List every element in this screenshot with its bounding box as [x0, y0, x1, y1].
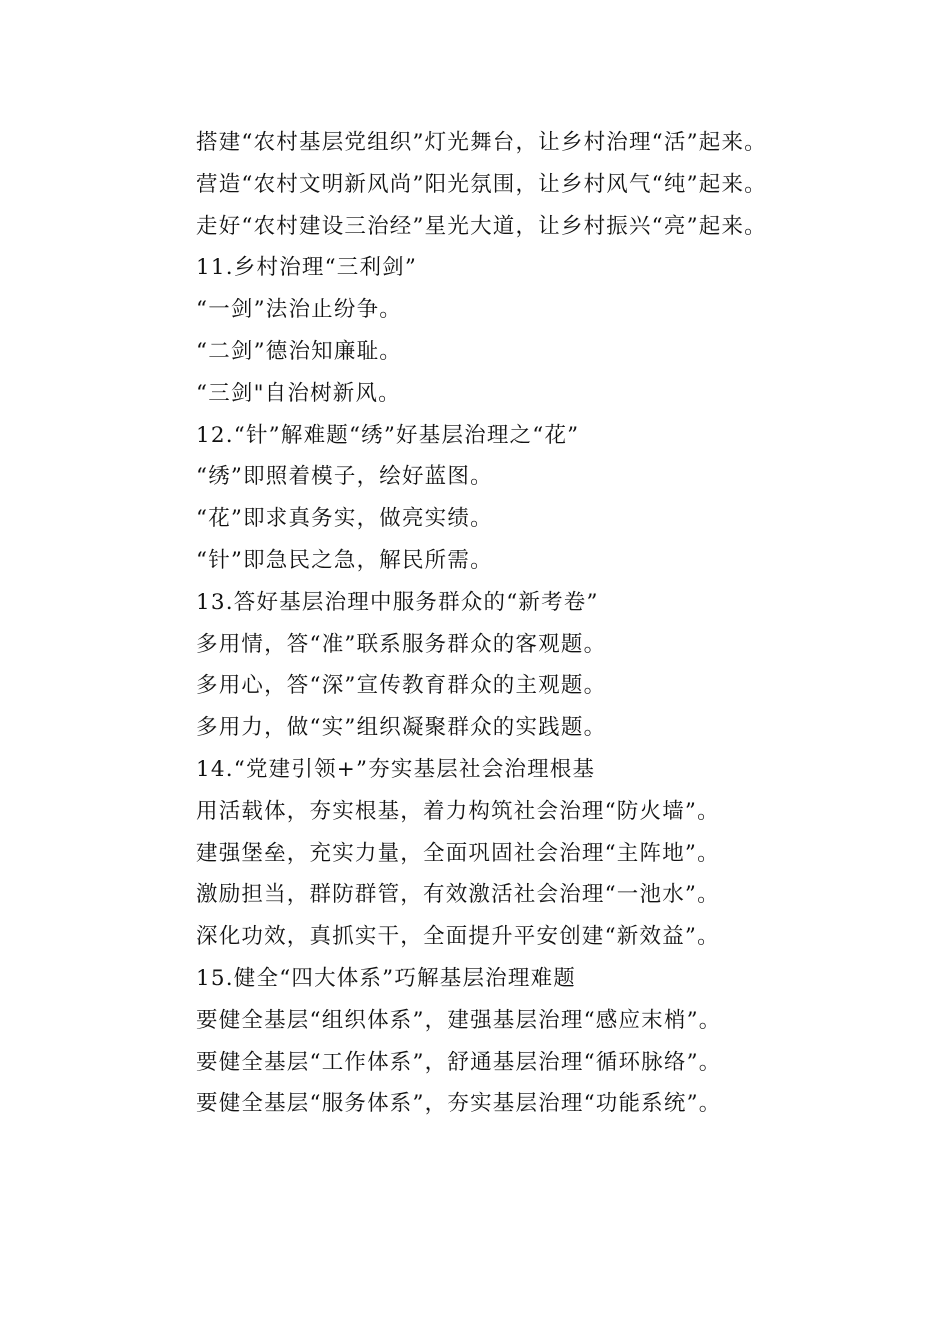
text-line: 多用力，做“实”组织凝聚群众的实践题。 — [196, 715, 607, 741]
text-line: 搭建“农村基层党组织”灯光舞台，让乡村治理“活”起来。 — [196, 130, 767, 155]
text-line: 多用情，答“准”联系服务群众的客观题。 — [196, 631, 607, 657]
section-heading-15: 15.健全“四大体系”巧解基层治理难题 — [196, 965, 576, 991]
section-heading-12: 12.“针”解难题“绣”好基层治理之“花” — [196, 422, 580, 448]
text-line: 建强堡垒，充实力量，全面巩固社会治理“主阵地”。 — [196, 840, 720, 866]
text-line: 激励担当，群防群管，有效激活社会治理“一池水”。 — [196, 882, 720, 908]
section-heading-13: 13.答好基层治理中服务群众的“新考卷” — [196, 589, 599, 615]
text-line: “绣”即照着模子，绘好蓝图。 — [196, 464, 493, 490]
text-line: “三剑"自治树新风。 — [196, 380, 401, 406]
text-line: 多用心，答“深”宣传教育群众的主观题。 — [196, 673, 607, 699]
text-line: 走好“农村建设三治经”星光大道，让乡村振兴“亮”起来。 — [196, 213, 767, 239]
text-line: 要健全基层“组织体系”，建强基层治理“感应末梢”。 — [196, 1007, 722, 1033]
section-heading-11: 11.乡村治理“三利剑” — [196, 255, 418, 281]
text-line: “二剑”德治知廉耻。 — [196, 338, 402, 364]
document-body — [196, 122, 896, 1125]
text-line: 用活载体，夯实根基，着力构筑社会治理“防火墙”。 — [196, 798, 720, 824]
text-line: 要健全基层“工作体系”，舒通基层治理“循环脉络”。 — [196, 1049, 722, 1075]
text-line: 深化功效，真抓实干，全面提升平安创建“新效益”。 — [196, 924, 720, 950]
section-heading-14: 14.“党建引领+”夯实基层社会治理根基 — [196, 756, 596, 782]
text-line: “花”即求真务实，做亮实绩。 — [196, 506, 493, 532]
text-line: 要健全基层“服务体系”，夯实基层治理“功能系统”。 — [196, 1091, 722, 1117]
text-line: 营造“农村文明新风尚”阳光氛围，让乡村风气“纯”起来。 — [196, 171, 767, 197]
text-line: “一剑”法治止纷争。 — [196, 297, 402, 323]
text-line: “针”即急民之急，解民所需。 — [196, 547, 493, 573]
